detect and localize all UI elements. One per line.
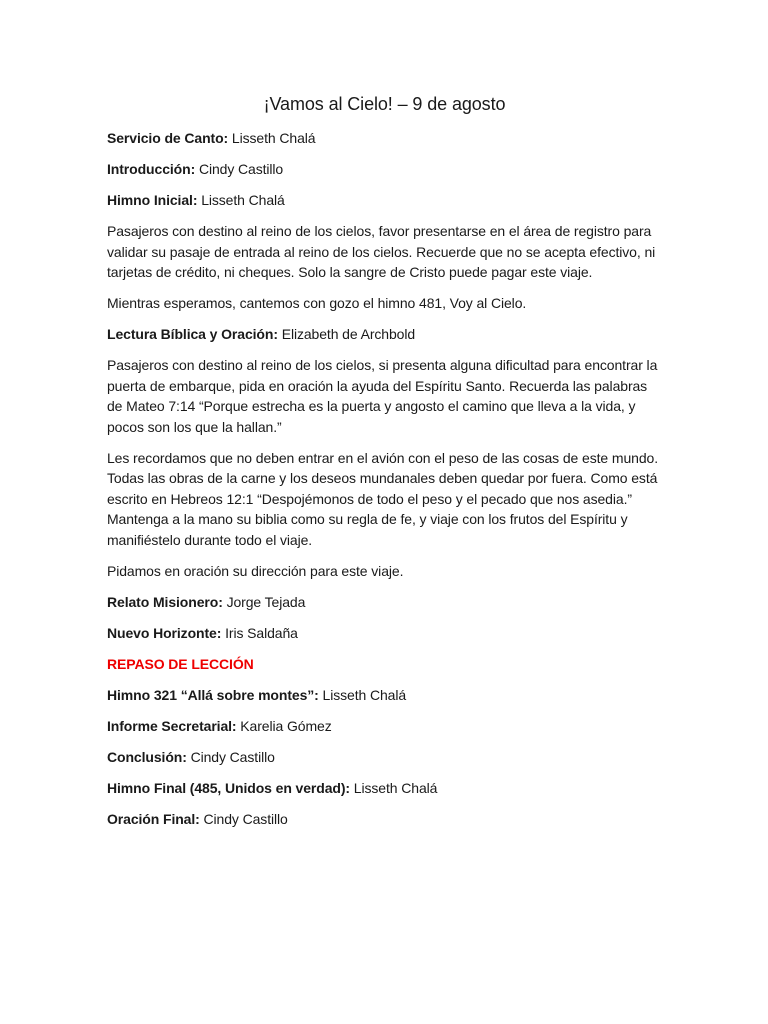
servicio-canto-label: Servicio de Canto: <box>107 130 229 146</box>
himno-321-line <box>107 685 662 706</box>
relato-value: Jorge Tejada <box>226 593 306 610</box>
servicio-canto-value: Lisseth Chalá <box>231 130 316 146</box>
nuevo-horizonte-label: Nuevo Horizonte: <box>107 624 222 641</box>
informe-value: Karelia Gómez <box>240 717 332 734</box>
paragraph-himno-481: Mientras esperamos, cantemos con gozo el himno 481, Voy al Cielo. <box>107 295 527 311</box>
relato-line <box>107 592 662 613</box>
introduccion-line <box>107 159 662 180</box>
oracion-final-label: Oración Final: <box>107 810 200 827</box>
conclusion-value: Cindy Castillo <box>190 748 275 765</box>
informe-label: Informe Secretarial: <box>107 717 237 734</box>
oracion-final-line <box>107 809 662 830</box>
himno-final-label: Himno Final (485, Unidos en verdad): <box>107 779 350 796</box>
paragraph-puerta-embarque: Pasajeros con destino al reino de los cielos, si presenta alguna dificultad para encontrar la puerta de embarque, pida en oración la ayuda del Espíritu Santo. Recuerda las palabras de Mateo 7:14 “Porque estrecha es la puerta y angosto el camino que lleva a la vida, y pocos son los que la hallan.” <box>107 357 658 435</box>
paragraph-peso: Les recordamos que no deben entrar en el avión con el peso de las cosas de este mundo. Todas las obras de la carne y los deseos mundanales deben quedar por fuera. Como está escrito en Hebreos 12:1 “Despojémonos de todo el peso y el pecado que nos asedia.” Mantenga a la mano su biblia como su regla de fe, y viaje con los frutos del Espíritu y manifiéstelo durante todo el viaje. <box>107 449 658 548</box>
informe-line <box>107 716 662 737</box>
himno-inicial-line <box>107 190 662 211</box>
lectura-line <box>107 324 662 345</box>
nuevo-horizonte-value: Iris Saldaña <box>225 624 298 641</box>
servicio-canto-line <box>107 128 662 149</box>
conclusion-line <box>107 747 662 768</box>
repaso-heading: REPASO DE LECCIÓN <box>107 655 254 672</box>
oracion-final-value: Cindy Castillo <box>203 810 288 827</box>
himno-final-value: Lisseth Chalá <box>353 779 438 796</box>
himno-inicial-value: Lisseth Chalá <box>201 192 285 208</box>
relato-label: Relato Misionero: <box>107 593 223 610</box>
nuevo-horizonte-line <box>107 623 662 644</box>
paragraph-oracion-direccion: Pidamos en oración su dirección para este viaje. <box>107 562 404 579</box>
lectura-label: Lectura Bíblica y Oración: <box>107 326 278 342</box>
himno-321-label: Himno 321 “Allá sobre montes”: <box>107 686 319 703</box>
page-title: ¡Vamos al Cielo! – 9 de agosto <box>263 94 506 114</box>
introduccion-value: Cindy Castillo <box>198 161 284 177</box>
paragraph-registro: Pasajeros con destino al reino de los cielos, favor presentarse en el área de registro para validar su pasaje de entrada al reino de los cielos. Recuerde que no se acepta efectivo, ni tarjetas de crédito, ni cheques. Solo la sangre de Cristo puede pagar este viaje. <box>107 223 656 280</box>
himno-321-value: Lisseth Chalá <box>322 686 407 703</box>
himno-final-line <box>107 778 662 799</box>
conclusion-label: Conclusión: <box>107 748 187 765</box>
himno-inicial-label: Himno Inicial: <box>107 192 198 208</box>
introduccion-label: Introducción: <box>107 161 196 177</box>
lectura-value: Elizabeth de Archbold <box>281 326 416 342</box>
